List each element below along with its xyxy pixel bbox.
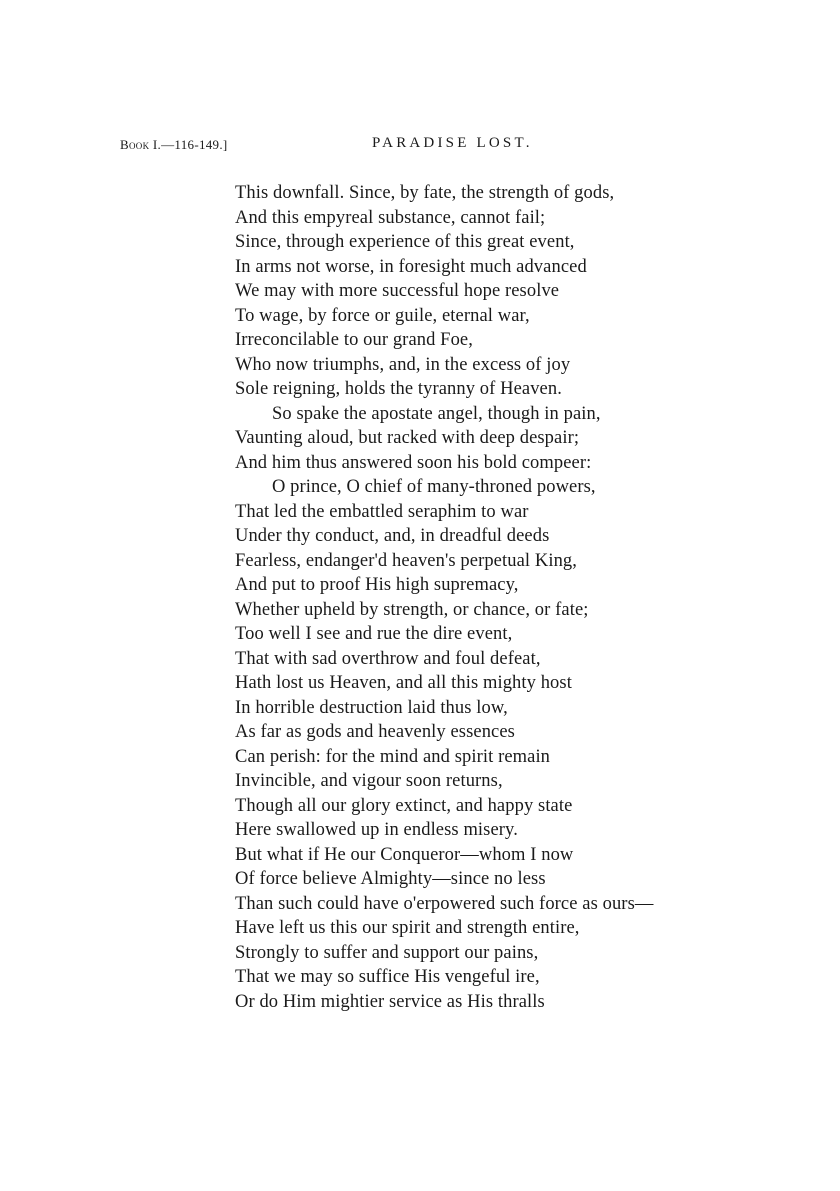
running-head-title: PARADISE LOST.: [372, 135, 533, 151]
verse-line: Irreconcilable to our grand Foe,: [235, 330, 473, 350]
verse-line: So spake the apostate angel, though in pain,: [272, 403, 601, 424]
verse-line: That with sad overthrow and foul defeat,: [235, 648, 541, 669]
verse-line: Strongly to suffer and support our pains,: [235, 942, 539, 963]
verse-block: [235, 181, 795, 1014]
verse-line: Sole reigning, holds the tyranny of Heaven.: [235, 379, 562, 399]
verse-line: And this empyreal substance, cannot fail;: [235, 207, 546, 228]
verse-line: O prince, O chief of many-throned powers,: [272, 477, 596, 497]
verse-line: Whether upheld by strength, or chance, or fate;: [235, 599, 589, 620]
verse-line: Under thy conduct, and, in dreadful deeds: [235, 526, 550, 546]
verse-line: To wage, by force or guile, eternal war,: [235, 305, 530, 326]
running-head-book-range: Book I.—116-149.]: [120, 137, 228, 152]
verse-line: We may with more successful hope resolve: [235, 281, 560, 301]
verse-line: Of force believe Almighty—since no less: [235, 869, 546, 889]
verse-line: In arms not worse, in foresight much advanced: [235, 256, 587, 277]
verse-line: This downfall. Since, by fate, the strength of gods,: [235, 183, 615, 203]
verse-line: Have left us this our spirit and strength entire,: [235, 918, 580, 938]
verse-line: That we may so suffice His vengeful ire,: [235, 967, 540, 987]
verse-line: But what if He our Conqueror—whom I now: [235, 844, 574, 865]
verse-line: As far as gods and heavenly essences: [235, 722, 515, 742]
verse-line: Though all our glory extinct, and happy state: [235, 795, 573, 816]
verse-line: Hath lost us Heaven, and all this mighty host: [235, 673, 572, 693]
verse-line: And put to proof His high supremacy,: [235, 575, 519, 595]
verse-line: Invincible, and vigour soon returns,: [235, 771, 503, 791]
verse-line: Too well I see and rue the dire event,: [235, 624, 513, 644]
verse-line: Who now triumphs, and, in the excess of joy: [235, 354, 571, 375]
verse-line: Can perish: for the mind and spirit remain: [235, 746, 551, 767]
verse-line: Or do Him mightier service as His thralls: [235, 991, 545, 1012]
verse-line: Fearless, endanger'd heaven's perpetual King,: [235, 550, 577, 571]
verse-line: Here swallowed up in endless misery.: [235, 820, 518, 840]
verse-line: And him thus answered soon his bold compeer:: [235, 452, 592, 473]
verse-line: That led the embattled seraphim to war: [235, 501, 529, 522]
verse-line: Than such could have o'erpowered such force as ours—: [235, 893, 654, 914]
verse-line: Since, through experience of this great event,: [235, 232, 575, 252]
verse-line: In horrible destruction laid thus low,: [235, 697, 508, 718]
verse-line: Vaunting aloud, but racked with deep despair;: [235, 428, 580, 448]
